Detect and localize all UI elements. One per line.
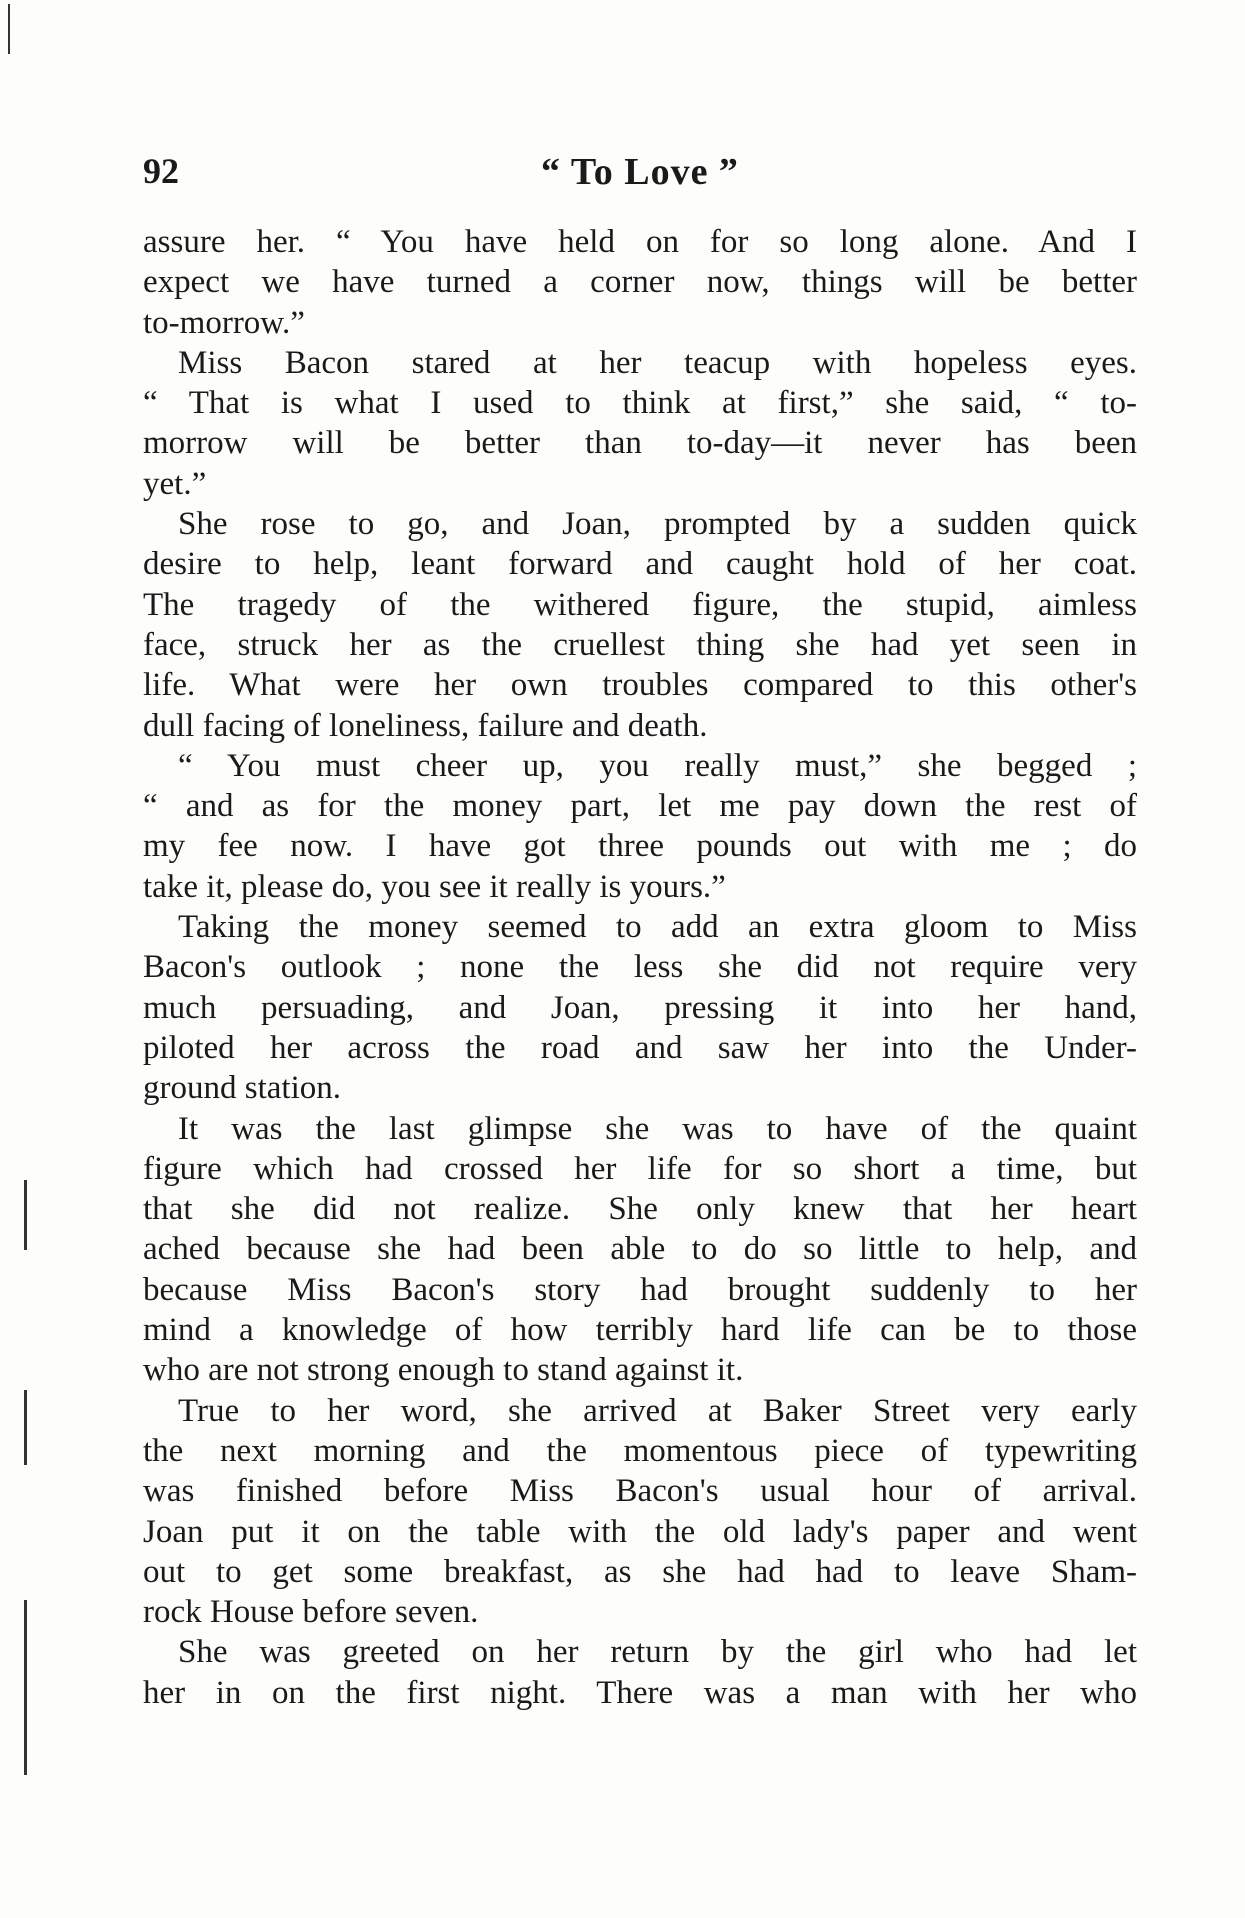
text-line: because Miss Bacon's story had brought suddenly to her <box>143 1271 1137 1308</box>
text-line: was finished before Miss Bacon's usual hour of arrival. <box>143 1473 1137 1510</box>
text-line: dull facing of loneliness, failure and death. <box>143 707 708 744</box>
text-line: ached because she had been able to do so little to help, and <box>143 1231 1137 1268</box>
body-text <box>143 222 1137 1713</box>
text-line: much persuading, and Joan, pressing it into her hand, <box>143 989 1137 1026</box>
text-line: who are not strong enough to stand against it. <box>143 1352 744 1389</box>
text-line: desire to help, leant forward and caught hold of her coat. <box>143 546 1137 583</box>
text-line: to-morrow.” <box>143 304 305 341</box>
text-line: rock House before seven. <box>143 1594 479 1631</box>
text-line: figure which had crossed her life for so short a time, but <box>143 1150 1137 1187</box>
text-line: It was the last glimpse she was to have of the quaint <box>178 1110 1137 1147</box>
text-line: her in on the first night. There was a man with her who <box>143 1674 1137 1711</box>
text-line: True to her word, she arrived at Baker Street very early <box>178 1392 1137 1429</box>
text-line: “ and as for the money part, let me pay down the rest of <box>143 788 1137 825</box>
text-line: the next morning and the momentous piece of typewriting <box>143 1432 1137 1469</box>
text-line: “ That is what I used to think at first,” she said, “ to- <box>143 385 1137 422</box>
text-line: Miss Bacon stared at her teacup with hopeless eyes. <box>178 344 1137 381</box>
text-line: face, struck her as the cruellest thing she had yet seen in <box>143 626 1137 663</box>
text-line: Joan put it on the table with the old lady's paper and went <box>143 1513 1137 1550</box>
text-line: out to get some breakfast, as she had had to leave Sham- <box>143 1553 1137 1590</box>
text-line: morrow will be better than to-day—it never has been <box>143 425 1137 462</box>
text-line: mind a knowledge of how terribly hard life can be to those <box>143 1312 1137 1349</box>
text-line: The tragedy of the withered figure, the stupid, aimless <box>143 586 1137 623</box>
text-line: Taking the money seemed to add an extra gloom to Miss <box>178 909 1137 946</box>
text-line: “ You must cheer up, you really must,” she begged ; <box>178 747 1137 784</box>
scan-edge-mark <box>24 1390 27 1465</box>
text-line: She was greeted on her return by the girl who had let <box>178 1634 1137 1671</box>
running-title: “ To Love ” <box>541 151 739 193</box>
scan-edge-mark <box>24 1600 27 1775</box>
text-line: that she did not realize. She only knew that her heart <box>143 1191 1137 1228</box>
text-line: my fee now. I have got three pounds out with me ; do <box>143 828 1137 865</box>
text-line: ground station. <box>143 1070 341 1107</box>
text-line: assure her. “ You have held on for so long alone. And I <box>143 224 1137 260</box>
text-line: She rose to go, and Joan, prompted by a sudden quick <box>178 506 1137 543</box>
scan-edge-mark <box>8 4 10 54</box>
scan-edge-mark <box>24 1180 27 1250</box>
page-header <box>143 150 1137 198</box>
text-line: expect we have turned a corner now, things will be better <box>143 264 1137 301</box>
text-line: life. What were her own troubles compared to this other's <box>143 667 1137 704</box>
text-line: take it, please do, you see it really is yours.” <box>143 868 726 905</box>
text-line: Bacon's outlook ; none the less she did not require very <box>143 949 1137 986</box>
text-line: yet.” <box>143 465 207 502</box>
text-line: piloted her across the road and saw her into the Under- <box>143 1029 1137 1066</box>
page-number: 92 <box>143 151 179 191</box>
